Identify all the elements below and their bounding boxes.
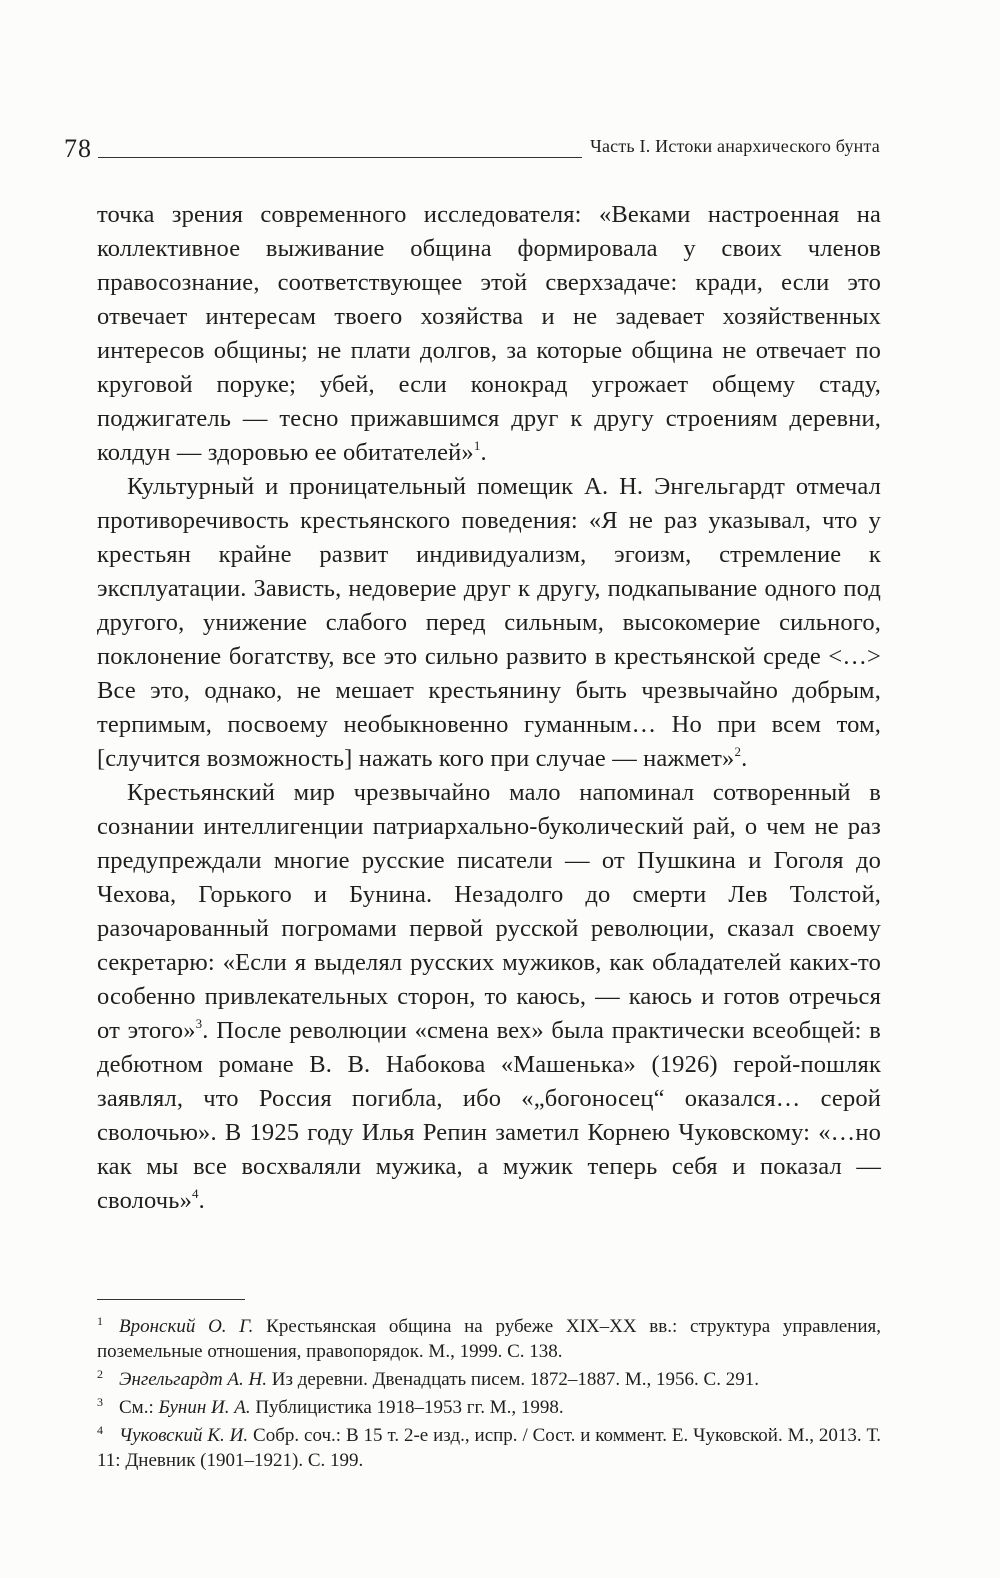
paragraph-3: Крестьянский мир чрезвычайно мало напоминал сотворенный в сознании интеллигенции патриархально-буколический рай, о чем не раз предупреждали многие русские писатели — от Пушкина и Гоголя до Чехова, Горького и Бунина. Незадолго до смерти Лев Толстой, разочарованный погромами первой русской революции, сказал своему секретарю: «Если я выделял русских мужиков, как обладателей каких-то особенно привлекательных сторон, то каюсь, — каюсь и готов отречься от этого»$^3$. После революции «смена вех» была практически всеобщей: в дебютном романе В. В. Набокова «Машенька» (1926) герой-пошляк заявлял, что Россия погибла, ибо «„богоносец“ оказался… серой сволочью». В 1925 году Илья Репин заметил Корнею Чуковскому: «…но как мы все восхваляли мужика, а мужик теперь себя и показал — сволочь»$^4$. <box>97 779 882 1214</box>
footnote-author: Чуковский К. И. <box>119 1425 249 1446</box>
footnote-text: Публицистика 1918–1953 гг. М., 1998. <box>250 1397 564 1418</box>
paragraph-text: Культурный и проницательный помещик А. Н. Энгельгардт отмечал противоречивость крестьянского поведения: «Я не раз указывал, что у крестьян крайне развит индивидуализм, эгоизм, стремление к эксплуатации. Зависть, недоверие друг к другу, подкапывание одного под другого, унижение слабого перед сильным, высокомерие сильного, поклонение богатству, все это сильно развито в крестьянской среде <…> Все это, однако, не мешает крестьянину быть чрезвычайно добрым, терпимым, посвоему необыкновенно гуманным… Но при всем том, [случится возможность] нажать кого при случае — нажмет» <box>97 473 881 772</box>
footnote-ref: 4 <box>192 1186 199 1201</box>
footnote-text: Собр. соч.: В 15 т. 2-е изд., испр. / Сост. и коммент. Е. Чуковской. М., 2013. Т. 11: Дневник (1901–1921). С. 199. <box>97 1425 882 1471</box>
footnote-ref: 2 <box>734 744 742 759</box>
footnote-author: Бунин И. А. <box>158 1397 251 1418</box>
footnote-author: Энгельгардт А. Н. <box>119 1369 267 1390</box>
footnote-text: Крестьянская община на рубеже XIX–XX вв.: структура управления, поземельные отношения, правопорядок. М., 1999. С. 138. <box>97 1316 881 1362</box>
footnote-author: Вронский О. Г. <box>119 1316 254 1337</box>
footnote-rule <box>97 1299 245 1300</box>
footnote-ref: 1 <box>473 438 481 453</box>
footnote-prefix: См.: <box>119 1397 159 1418</box>
paragraph-text: точка зрения современного исследователя: «Веками настроенная на коллективное выживание община формировала у своих членов правосознание, соответствующее этой сверхзадаче: кради, если это отвечает интересам твоего хозяйства и не задевает хозяйственных интересов общины; не плати долгов, за которые община не отвечает по круговой поруке; убей, если конокрад угрожает общему стаду, поджигатель — тесно прижавшимся друг к другу строениям деревни, колдун — здоровью ее обитателей» <box>97 201 881 466</box>
footnote-ref: 3 <box>195 1016 203 1031</box>
main-text <box>97 198 881 1218</box>
footnote-2: 2 Энгельгардт А. Н. Из деревни. Двенадцать писем. 1872–1887. М., 1956. С. 291. <box>97 1367 759 1390</box>
paragraph-2: Культурный и проницательный помещик А. Н. Энгельгардт отмечал противоречивость крестьянского поведения: «Я не раз указывал, что у крестьян крайне развит индивидуализм, эгоизм, стремление к эксплуатации. Зависть, недоверие друг к другу, подкапывание одного под другого, унижение слабого перед сильным, высокомерие сильного, поклонение богатству, все это сильно развито в крестьянской среде <…> Все это, однако, не мешает крестьянину быть чрезвычайно добрым, терпимым, посвоему необыкновенно гуманным… Но при всем том, [случится возможность] нажать кого при случае — нажмет»$^2$. <box>97 473 881 772</box>
paragraph-text: . После революции «смена вех» была практически всеобщей: в дебютном романе В. В. Набокова «Машенька» (1926) герой-пошляк заявлял, что Россия погибла, ибо «„богоносец“ оказался… серой сволочью». В 1925 году Илья Репин заметил Корнею Чуковскому: «…но как мы все восхваляли мужика, а мужик теперь себя и показал — сволочь» <box>97 1017 882 1214</box>
page-number: 78 <box>64 134 92 163</box>
footnote-3: 3 См.: Бунин И. А. Публицистика 1918–1953 гг. М., 1998. <box>97 1395 564 1418</box>
footnote-4: 4 Чуковский К. И. Собр. соч.: В 15 т. 2-е изд., испр. / Сост. и коммент. Е. Чуковской. М., 2013. Т. 11: Дневник (1901–1921). С. 199. <box>97 1423 882 1471</box>
footnote-text: Из деревни. Двенадцать писем. 1872–1887. М., 1956. С. 291. <box>267 1369 759 1390</box>
paragraph-1: точка зрения современного исследователя: «Веками настроенная на коллективное выживание община формировала у своих членов правосознание, соответствующее этой сверхзадаче: кради, если это отвечает интересам твоего хозяйства и не задевает хозяйственных интересов общины; не плати долгов, за которые община не отвечает по круговой поруке; убей, если конокрад угрожает общему стаду, поджигатель — тесно прижавшимся друг к другу строениям деревни, колдун — здоровью ее обитателей»$^1$. <box>97 201 881 466</box>
header-rule <box>98 157 582 158</box>
footnote-1: 1 Вронский О. Г. Крестьянская община на рубеже XIX–XX вв.: структура управления, поземельные отношения, правопорядок. М., 1999. С. 138. <box>97 1314 881 1362</box>
footnotes <box>97 1314 881 1476</box>
paragraph-text: Крестьянский мир чрезвычайно мало напоминал сотворенный в сознании интеллигенции патриархально-буколический рай, о чем не раз предупреждали многие русские писатели — от Пушкина и Гоголя до Чехова, Горького и Бунина. Незадолго до смерти Лев Толстой, разочарованный погромами первой русской революции, сказал своему секретарю: «Если я выделял русских мужиков, как обладателей каких-то особенно привлекательных сторон, то каюсь, — каюсь и готов отречься от этого» <box>97 779 881 1044</box>
page-header <box>64 128 880 162</box>
running-title: Часть I. Истоки анархического бунта <box>590 136 880 156</box>
